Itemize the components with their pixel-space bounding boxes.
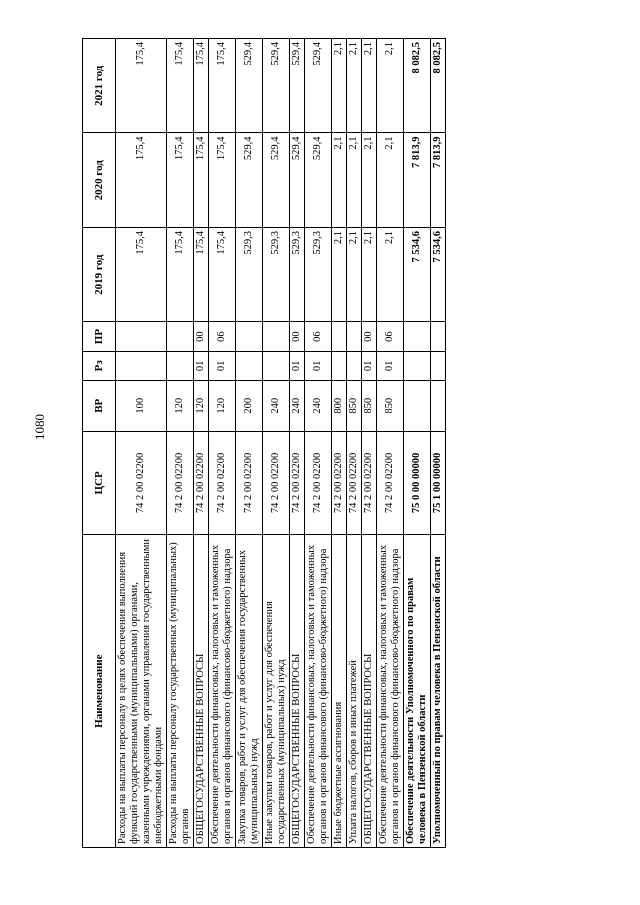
cell-csr: 74 2 00 02200	[377, 431, 404, 535]
cell-name: Уполномоченный по правам человека в Пензенской области	[431, 535, 446, 848]
cell-rz	[116, 351, 167, 380]
cell-pr	[116, 322, 167, 351]
cell-vr: 850	[362, 380, 377, 431]
cell-pr: 00	[362, 322, 377, 351]
cell-vr: 240	[305, 380, 332, 431]
cell-rz: 01	[362, 351, 377, 380]
cell-y2021: 529,4	[236, 39, 263, 134]
cell-csr: 74 2 00 02200	[347, 431, 362, 535]
table-row	[431, 39, 446, 848]
cell-pr: 06	[377, 322, 404, 351]
cell-csr: 74 2 00 02200	[332, 431, 347, 535]
cell-pr	[431, 322, 446, 351]
cell-y2019: 2,1	[332, 227, 347, 321]
table-body	[116, 39, 446, 848]
cell-vr: 120	[167, 380, 194, 431]
cell-pr: 06	[209, 322, 236, 351]
cell-vr: 100	[116, 380, 167, 431]
cell-vr: 200	[236, 380, 263, 431]
cell-name: Обеспечение деятельности финансовых, налоговых и таможенных органов и органов финансового (финансово-бюджетного) надзора	[305, 535, 332, 848]
cell-y2020: 175,4	[209, 133, 236, 227]
cell-y2021: 529,4	[305, 39, 332, 134]
cell-y2019: 529,3	[290, 227, 305, 321]
cell-vr: 240	[290, 380, 305, 431]
table-row	[347, 39, 362, 848]
cell-y2019: 175,4	[194, 227, 209, 321]
cell-vr: 800	[332, 380, 347, 431]
cell-csr: 74 2 00 02200	[194, 431, 209, 535]
cell-name: ОБЩЕГОСУДАРСТВЕННЫЕ ВОПРОСЫ	[362, 535, 377, 848]
header-2020: 2020 год	[83, 133, 116, 227]
cell-csr: 74 2 00 02200	[305, 431, 332, 535]
cell-rz	[263, 351, 290, 380]
cell-rz: 01	[377, 351, 404, 380]
cell-name: Обеспечение деятельности Уполномоченного по правам человека в Пензенской области	[404, 535, 431, 848]
table-row	[236, 39, 263, 848]
table-row	[167, 39, 194, 848]
cell-rz	[332, 351, 347, 380]
cell-y2019: 529,3	[305, 227, 332, 321]
cell-pr	[263, 322, 290, 351]
table-row	[290, 39, 305, 848]
table-row	[404, 39, 431, 848]
cell-pr	[332, 322, 347, 351]
header-rz: Рз	[83, 351, 116, 380]
cell-y2020: 2,1	[377, 133, 404, 227]
cell-csr: 74 2 00 02200	[116, 431, 167, 535]
cell-vr	[404, 380, 431, 431]
cell-pr: 06	[305, 322, 332, 351]
header-csr: ЦСР	[83, 431, 116, 535]
cell-y2021: 2,1	[377, 39, 404, 134]
cell-y2020: 529,4	[263, 133, 290, 227]
cell-rz	[236, 351, 263, 380]
cell-vr: 120	[194, 380, 209, 431]
cell-y2020: 529,4	[290, 133, 305, 227]
cell-csr: 75 0 00 00000	[404, 431, 431, 535]
cell-vr: 850	[347, 380, 362, 431]
table-header-row	[83, 39, 116, 848]
cell-y2019: 175,4	[116, 227, 167, 321]
cell-rz	[167, 351, 194, 380]
cell-pr: 00	[290, 322, 305, 351]
cell-y2019: 7 534,6	[404, 227, 431, 321]
cell-pr	[236, 322, 263, 351]
cell-pr	[347, 322, 362, 351]
table-row	[194, 39, 209, 848]
cell-csr: 74 2 00 02200	[209, 431, 236, 535]
cell-name: Расходы на выплаты персоналу государственных (муниципальных) органов	[167, 535, 194, 848]
cell-name: Иные бюджетные ассигнования	[332, 535, 347, 848]
table-row	[332, 39, 347, 848]
cell-y2021: 529,4	[263, 39, 290, 134]
cell-rz	[404, 351, 431, 380]
cell-y2021: 175,4	[209, 39, 236, 134]
cell-y2020: 2,1	[332, 133, 347, 227]
rotated-page	[82, 38, 562, 848]
cell-y2020: 529,4	[236, 133, 263, 227]
cell-y2019: 175,4	[209, 227, 236, 321]
header-pr: ПР	[83, 322, 116, 351]
table-row	[362, 39, 377, 848]
header-name: Наименование	[83, 535, 116, 848]
table-row	[209, 39, 236, 848]
cell-y2021: 175,4	[167, 39, 194, 134]
cell-name: Обеспечение деятельности финансовых, налоговых и таможенных органов и органов финансового (финансово-бюджетного) надзора	[377, 535, 404, 848]
cell-csr: 74 2 00 02200	[362, 431, 377, 535]
table-row	[377, 39, 404, 848]
cell-name: ОБЩЕГОСУДАРСТВЕННЫЕ ВОПРОСЫ	[194, 535, 209, 848]
cell-y2020: 529,4	[305, 133, 332, 227]
cell-y2019: 2,1	[362, 227, 377, 321]
cell-rz: 01	[209, 351, 236, 380]
page-number: 1080	[32, 414, 47, 440]
cell-vr: 240	[263, 380, 290, 431]
cell-name: Обеспечение деятельности финансовых, налоговых и таможенных органов и органов финансового (финансово-бюджетного) надзора	[209, 535, 236, 848]
cell-vr	[431, 380, 446, 431]
cell-rz: 01	[290, 351, 305, 380]
cell-y2021: 8 082,5	[431, 39, 446, 134]
cell-pr	[167, 322, 194, 351]
cell-y2021: 2,1	[362, 39, 377, 134]
cell-vr: 120	[209, 380, 236, 431]
cell-pr: 00	[194, 322, 209, 351]
cell-name: Уплата налогов, сборов и иных платежей	[347, 535, 362, 848]
cell-y2019: 2,1	[347, 227, 362, 321]
header-2019: 2019 год	[83, 227, 116, 321]
cell-y2019: 529,3	[263, 227, 290, 321]
cell-csr: 74 2 00 02200	[263, 431, 290, 535]
table-row	[116, 39, 167, 848]
table-row	[263, 39, 290, 848]
budget-table	[82, 38, 446, 848]
cell-rz: 01	[194, 351, 209, 380]
cell-rz	[431, 351, 446, 380]
cell-y2019: 7 534,6	[431, 227, 446, 321]
cell-csr: 74 2 00 02200	[167, 431, 194, 535]
cell-y2020: 175,4	[194, 133, 209, 227]
cell-name: Расходы на выплаты персоналу в целях обеспечения выполнения функций государственными (муниципальными) органами, казенными учреждениями, органами управления государственными внебюджетными фондами	[116, 535, 167, 848]
cell-rz: 01	[305, 351, 332, 380]
table-row	[305, 39, 332, 848]
header-vr: ВР	[83, 380, 116, 431]
cell-y2021: 175,4	[116, 39, 167, 134]
cell-y2021: 2,1	[332, 39, 347, 134]
cell-y2020: 7 813,9	[431, 133, 446, 227]
cell-rz	[347, 351, 362, 380]
cell-csr: 74 2 00 02200	[290, 431, 305, 535]
cell-csr: 74 2 00 02200	[236, 431, 263, 535]
cell-y2020: 2,1	[347, 133, 362, 227]
cell-y2019: 2,1	[377, 227, 404, 321]
cell-y2019: 529,3	[236, 227, 263, 321]
cell-y2021: 529,4	[290, 39, 305, 134]
cell-csr: 75 1 00 00000	[431, 431, 446, 535]
cell-name: Иные закупки товаров, работ и услуг для обеспечения государственных (муниципальных) нужд	[263, 535, 290, 848]
cell-name: Закупка товаров, работ и услуг для обеспечения государственных (муниципальных) нужд	[236, 535, 263, 848]
cell-y2020: 175,4	[116, 133, 167, 227]
cell-pr	[404, 322, 431, 351]
cell-y2019: 175,4	[167, 227, 194, 321]
cell-y2020: 7 813,9	[404, 133, 431, 227]
header-2021: 2021 год	[83, 39, 116, 134]
cell-y2020: 2,1	[362, 133, 377, 227]
cell-y2021: 175,4	[194, 39, 209, 134]
cell-name: ОБЩЕГОСУДАРСТВЕННЫЕ ВОПРОСЫ	[290, 535, 305, 848]
cell-y2021: 2,1	[347, 39, 362, 134]
cell-vr: 850	[377, 380, 404, 431]
cell-y2020: 175,4	[167, 133, 194, 227]
cell-y2021: 8 082,5	[404, 39, 431, 134]
